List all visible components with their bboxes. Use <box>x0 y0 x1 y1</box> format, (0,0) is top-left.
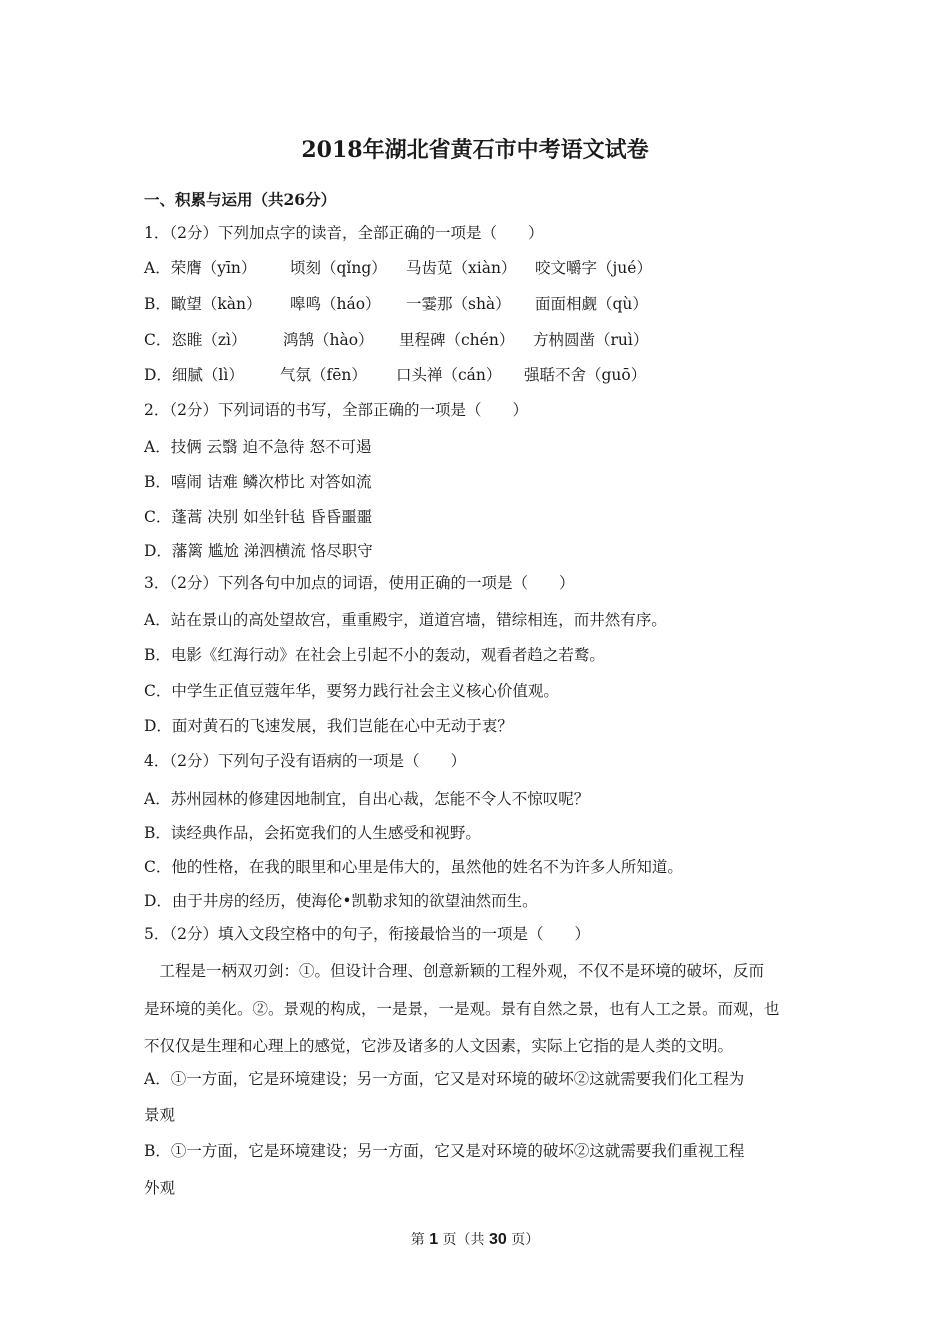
page-title: 2018年湖北省黄石市中考语文试卷 <box>301 137 649 163</box>
question-4-stem: 4．（2分）下列句子没有语病的一项是（ ） <box>144 752 466 770</box>
question-1-stem: 1．（2分）下列加点字的读音，全部正确的一项是（ ） <box>144 224 544 242</box>
question-3-stem: 3．（2分）下列各句中加点的词语，使用正确的一项是（ ） <box>144 574 575 592</box>
question-4-option-b: B．读经典作品，会拓宽我们的人生感受和视野。 <box>144 824 481 842</box>
question-5-option-b-line-1: B．①一方面，它是环境建设；另一方面，它又是对环境的破坏②这就需要我们重视工程 <box>144 1142 745 1160</box>
question-5-option-a-line-2: 景观 <box>144 1106 176 1124</box>
question-5-passage-line-3: 不仅仅是生理和心理上的感觉，它涉及诸多的人文因素，实际上它指的是人类的文明。 <box>144 1037 734 1055</box>
question-2-option-d: D．藩篱 尴尬 涕泗横流 恪尽职守 <box>144 542 373 560</box>
current-page-number: 1 <box>429 1231 439 1248</box>
section-heading: 一、积累与运用（共26分） <box>144 190 337 209</box>
question-4-option-c: C．他的性格，在我的眼里和心里是伟大的，虽然他的姓名不为许多人所知道。 <box>144 858 683 876</box>
question-4-option-a: A．苏州园林的修建因地制宜，自出心裁，怎能不令人不惊叹呢？ <box>144 790 590 808</box>
total-page-count: 30 <box>489 1231 507 1248</box>
question-5-stem: 5．（2分）填入文段空格中的句子，衔接最恰当的一项是（ ） <box>144 925 590 943</box>
question-2-option-c: C．蓬蒿 决别 如坐针毡 昏昏噩噩 <box>144 508 373 526</box>
question-2-option-a: A．技俩 云翳 迫不急待 怒不可遏 <box>144 438 372 456</box>
question-5-option-a-line-1: A．①一方面，它是环境建设；另一方面，它又是对环境的破坏②这就需要我们化工程为 <box>144 1070 745 1088</box>
question-5-passage-line-2: 是环境的美化。②。景观的构成，一是景，一是观。景有自然之景，也有人工之景。而观，也 <box>144 1000 780 1018</box>
question-5-passage-line-1: 工程是一柄双刃剑：①。但设计合理、创意新颖的工程外观，不仅不是环境的破坏，反而 <box>144 962 765 980</box>
question-3-option-c: C．中学生正值豆蔻年华，要努力践行社会主义核心价值观。 <box>144 682 559 700</box>
question-3-option-b: B．电影《红海行动》在社会上引起不小的轰动，观看者趋之若鹜。 <box>144 646 605 664</box>
question-2-stem: 2．（2分）下列词语的书写，全部正确的一项是（ ） <box>144 401 528 419</box>
question-3-option-d: D．面对黄石的飞速发展，我们岂能在心中无动于衷？ <box>144 717 513 735</box>
question-2-option-b: B．嘻闹 诘难 鳞次栉比 对答如流 <box>144 473 372 491</box>
question-4-option-d: D．由于井房的经历，使海伦•凯勒求知的欲望油然而生。 <box>144 892 538 910</box>
question-5-option-b-line-2: 外观 <box>144 1179 176 1197</box>
page-footer: 第 1 页（共 30 页） <box>410 1231 540 1248</box>
question-3-option-a: A．站在景山的高处望故宫，重重殿宇，道道宫墙，错综相连，而井然有序。 <box>144 611 667 629</box>
